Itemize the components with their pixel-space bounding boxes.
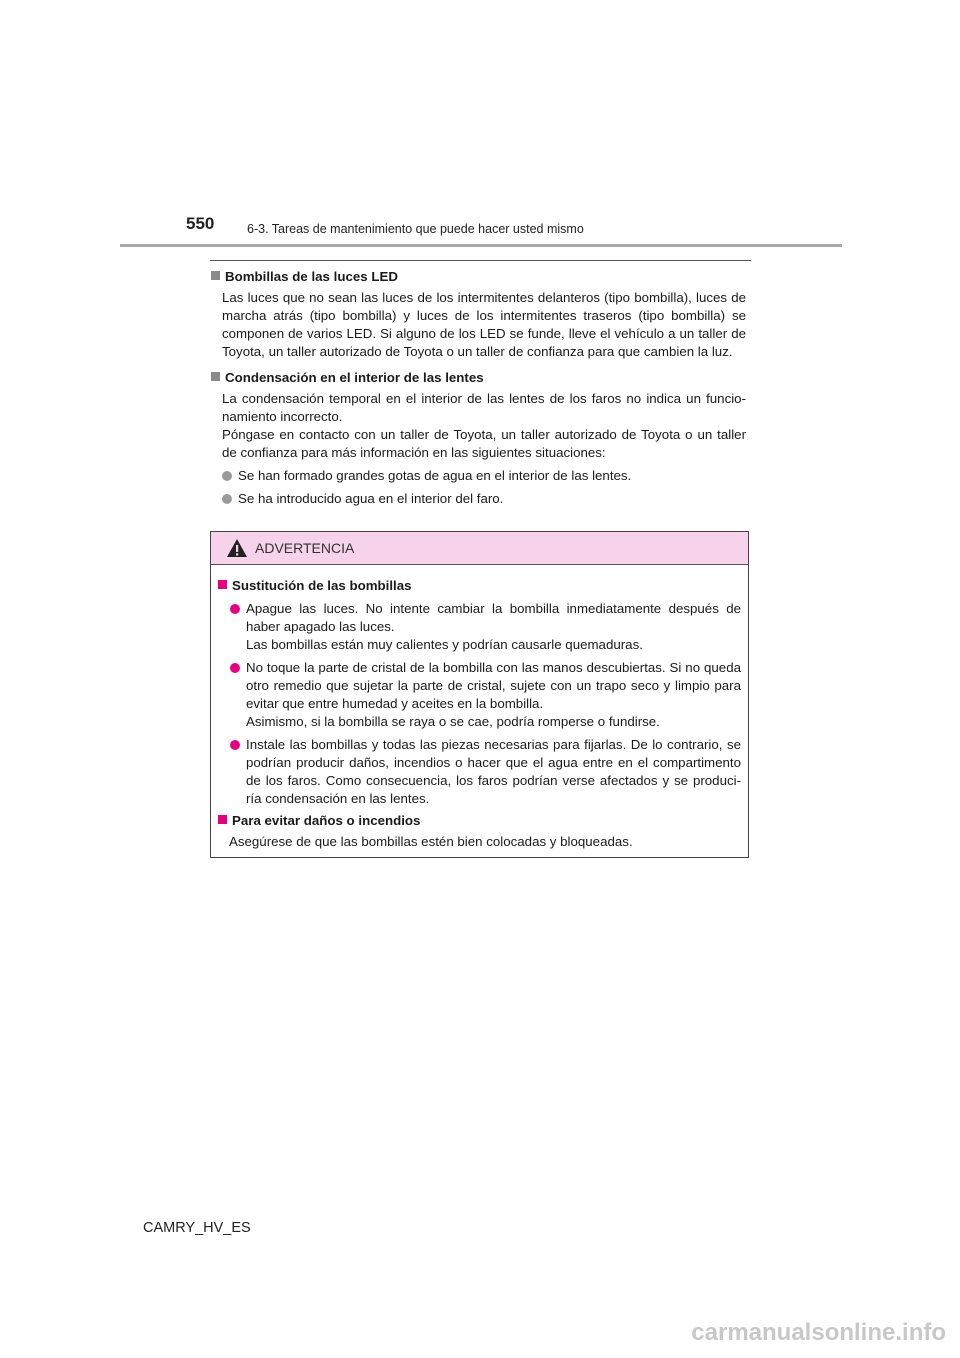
list-item: Instale las bombillas y todas las piezas necesarias para fijarlas. De lo contrario, se podrían producir daños, incendios o hacer que el agua entre en el compartimento de los faros. Como consecuencia, los faros podrían verse afectados y se produci-ría condensación en las lentes.	[230, 736, 741, 808]
circle-bullet-icon	[230, 604, 240, 614]
main-content	[211, 268, 746, 512]
circle-bullet-icon	[230, 663, 240, 673]
warning-body	[211, 565, 748, 851]
warning-triangle-icon	[226, 538, 248, 558]
page-number: 550	[186, 214, 215, 233]
watermark: carmanualsonline.info	[691, 1319, 946, 1346]
warning-header	[211, 532, 748, 565]
condensation-paragraph-1: La condensación temporal en el interior de las lentes de los faros no indica un funcio-namiento incorrecto.	[222, 391, 746, 424]
list-item: Se ha introducido agua en el interior del faro.	[222, 490, 746, 508]
led-paragraph: Las luces que no sean las luces de los intermitentes delanteros (tipo bombilla), luces de marcha atrás (tipo bombilla) y luces de los intermitentes traseros (tipo bombilla) se componen de varios LED. Si alguno de los LED se funde, lleve el vehículo a un taller de Toyota, un taller autorizado de Toyota o un taller de confianza para que cambien la luz.	[222, 290, 746, 359]
square-bullet-icon	[211, 271, 220, 280]
section-heading-condensation: Condensación en el interior de las lentes	[211, 369, 746, 387]
warning-title: ADVERTENCIA	[255, 540, 355, 556]
list-item: Se han formado grandes gotas de agua en el interior de las lentes.	[222, 467, 746, 485]
section-heading-led: Bombillas de las luces LED	[211, 268, 746, 286]
circle-bullet-icon	[222, 494, 232, 504]
circle-bullet-icon	[230, 740, 240, 750]
condensation-paragraph-2: Póngase en contacto con un taller de Toyota, un taller autorizado de Toyota o un taller de confianza para más información en las siguientes situaciones:	[222, 427, 746, 460]
warning-avoid-damage-text: Asegúrese de que las bombillas estén bien colocadas y bloqueadas.	[229, 834, 633, 849]
model-code: CAMRY_HV_ES	[143, 1220, 251, 1236]
content-top-rule	[210, 260, 751, 261]
section-title: 6-3. Tareas de mantenimiento que puede hacer usted mismo	[247, 222, 584, 236]
warning-heading-bulb-replacement: Sustitución de las bombillas	[218, 577, 741, 595]
square-bullet-icon	[218, 580, 227, 589]
circle-bullet-icon	[222, 471, 232, 481]
square-bullet-icon	[211, 372, 220, 381]
square-bullet-icon	[218, 815, 227, 824]
header-rule	[120, 244, 842, 247]
list-item: No toque la parte de cristal de la bombilla con las manos descubiertas. Si no queda otro remedio que sujetar la parte de cristal, sujete con un trapo seco y limpio para evitar que entre humedad y aceites en la bombilla. Asimismo, si la bombilla se raya o se cae, podría romperse o fundirse.	[230, 659, 741, 731]
warning-heading-avoid-damage: Para evitar daños o incendios	[218, 812, 741, 830]
warning-box	[210, 531, 749, 858]
list-item: Apague las luces. No intente cambiar la bombilla inmediatamente después de haber apagado las luces. Las bombillas están muy calientes y podrían causarle quemaduras.	[230, 600, 741, 654]
